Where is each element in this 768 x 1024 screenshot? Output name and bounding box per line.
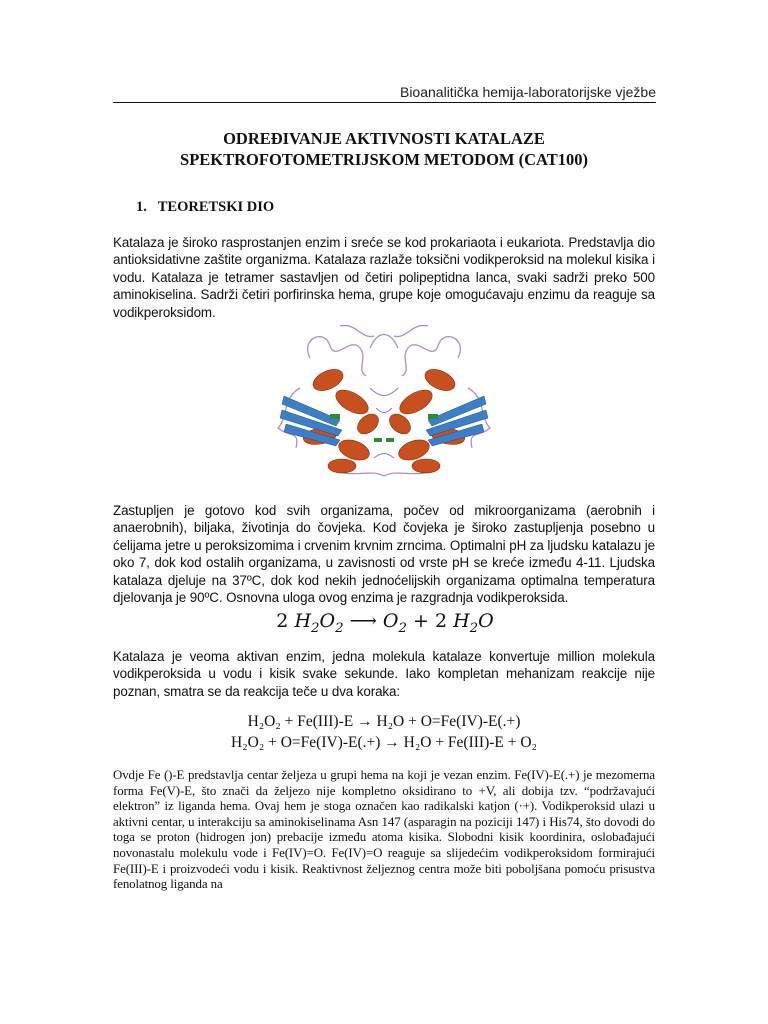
eq-product-h: H xyxy=(453,610,470,632)
eq-sub: 2 xyxy=(335,620,344,636)
eq-product-o: O xyxy=(382,610,399,632)
eq-reactant-h: H xyxy=(294,610,312,632)
section-number: 1. xyxy=(136,199,147,215)
catalase-protein-structure-icon xyxy=(270,318,498,486)
paragraph-distribution: Zastupljen je gotovo kod svih organizama, počev od mikroorganizama (aerobnih i anaerobnih), biljaka, životinja do čovjeka. Kod čovjeka je široko zastupljenja posebno u ćelijama jetre u peroksizomima i crvenim krvnim zrncima. Optimalni pH za ljudsku katalazu je oko 7, dok kod ostalih organizama, u zavisnosti od vrste pH se kreće između 4-11. Ljudska katalaza djeluje na 37ºC, dok kod nekih jednoćelijskih organizama optimalna temperatura djelovanja je 90ºC. Osnovna uloga ovog enzima je razgradnja vodikperoksida. xyxy=(113,503,655,606)
reaction-step-2: H₂O₂ + O=Fe(IV)-E(.+) → H₂O + Fe(III)-E + O₂ xyxy=(231,734,537,751)
running-header: Bioanalitička hemija-laboratorijske vježbe xyxy=(113,84,656,103)
eq-sub: 2 xyxy=(469,620,479,636)
eq-arrow: ⟶ xyxy=(349,610,377,632)
section-title: TEORETSKI DIO xyxy=(157,199,275,215)
eq-product-o2: O xyxy=(478,610,494,632)
eq-plus: + xyxy=(412,610,429,632)
title-line-1: ODREĐIVANJE AKTIVNOSTI KATALAZE xyxy=(223,129,545,148)
eq-coef-left: 2 xyxy=(276,610,289,632)
paragraph-mechanism-intro: Katalaza je veoma aktivan enzim, jedna molekula katalaze konvertuje million molekula vodikperoksida u vodu i kisik svake sekunde. Iako kompletan mehanizam reakcije nije poznan, smatra se da reakcija teče u dva koraka: xyxy=(113,649,655,699)
eq-reactant-o: O xyxy=(319,610,336,632)
reaction-step-1: H₂O₂ + Fe(III)-E → H₂O + O=Fe(IV)-E(.+) xyxy=(247,713,521,730)
paragraph-mechanism-detail: Ovdje Fe ()-E predstavlja centar željeza u grupi hema na koji je vezan enzim. Fe(IV)-E(.+) je mezomerna forma Fe(V)-E, što znači da željezo nije kompletno oksidirano to +V, ali dobija tzv. “podržavajući elektron” iz liganda hema. Ovaj hem je stoga označen kao radikalski katjon (·+). Vodikperoksid ulazi u aktivni centar, u interakciju sa aminokiselinama Asn 147 (asparagin na poziciji 147) i His74, što dovodi do toga se proton (hidrogen jon) prebacije između atoma kisika. Slobodni kisik koordinira, oslobađajući novonastalu molekulu vode i Fe(IV)=O. Fe(IV)=O reaguje sa slijedećim vodikperoksidom formirajući Fe(III)-E i proizvodeći vodu i kisik. Reaktivnost željeznog centra može biti poboljšana pomoću prisustva fenolatnog liganda na xyxy=(113,768,655,892)
document-title xyxy=(100,128,668,170)
eq-sub: 2 xyxy=(398,620,407,636)
section-heading xyxy=(136,199,274,216)
catalase-structure-figure xyxy=(270,318,498,486)
eq-coef-right: 2 xyxy=(434,610,448,632)
main-reaction-equation xyxy=(260,610,510,636)
title-line-2: SPEKTROFOTOMETRIJSKOM METODOM (CAT100) xyxy=(180,150,588,169)
paragraph-intro: Katalaza je široko rasprostanjen enzim i sreće se kod prokariaota i eukariota. Predstavlja dio antioksidativne zaštite organizma. Katalaza razlaže toksični vodikperoksid na molekul kisika i vodu. Katalaza je tetramer sastavljen od četiri polipeptidna lanca, svaki sadrži preko 500 aminokiselina. Sadrži četiri porfirinska hema, grupe koje omogućavaju enzimu da reaguje sa vodikperoksidom. xyxy=(113,235,655,320)
eq-sub: 2 xyxy=(311,620,320,636)
